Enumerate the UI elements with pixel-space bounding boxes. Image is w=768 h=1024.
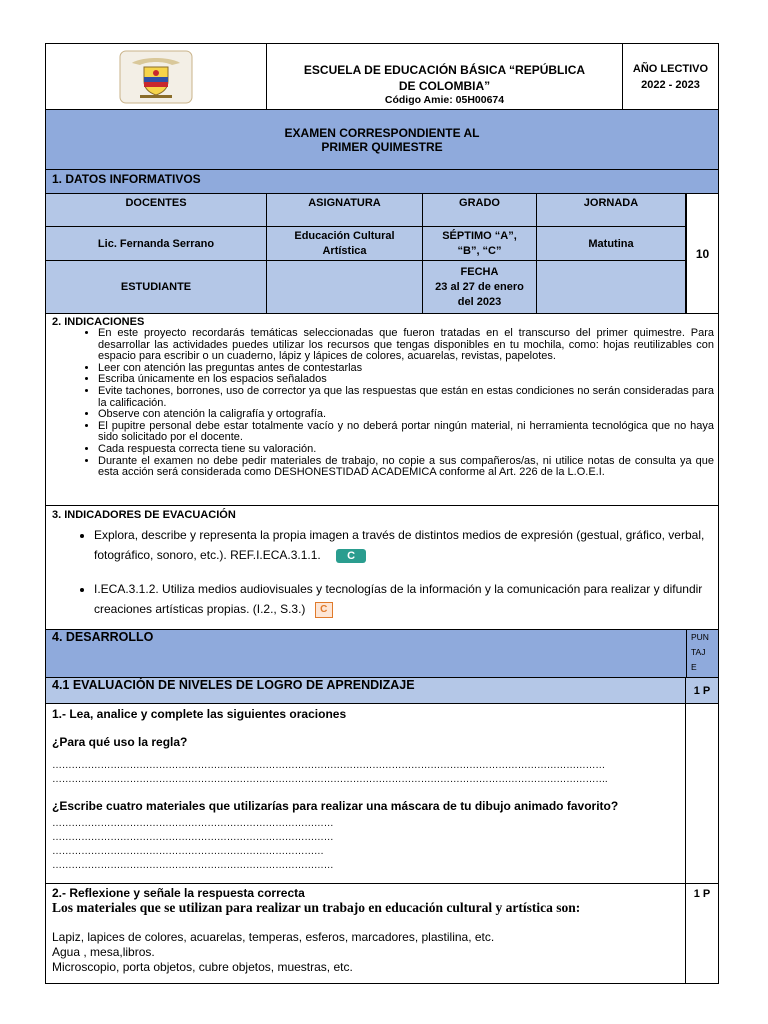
answer-line[interactable]: …………………………………………………………………………… (52, 860, 334, 871)
school-info (267, 44, 623, 109)
school-logo (46, 44, 267, 109)
section1-heading: 1. DATOS INFORMATIVOS (52, 172, 201, 186)
indicadores-list (46, 525, 718, 619)
section4-title (45, 630, 719, 678)
col-docentes: DOCENTES (46, 194, 267, 226)
subsection-41-points: 1 P (685, 678, 718, 703)
q2-option[interactable]: Agua , mesa,libros. (52, 945, 155, 959)
indicador-item-2 (94, 579, 710, 619)
grado-value: SÉPTIMO “A”, “B”, “C” (423, 227, 537, 260)
answer-line[interactable]: ………………………………………………………………………… (52, 846, 324, 857)
q1-question-a: ¿Para qué uso la regla? (52, 735, 188, 749)
exam-title (45, 110, 719, 170)
amie-code: Código Amie: 05H00674 (384, 94, 505, 106)
puntaje-cell (686, 630, 718, 677)
puntaje-line: TAJ (691, 647, 706, 657)
answer-line[interactable]: …………………………………………………………………………… (52, 832, 334, 843)
estudiante-label: ESTUDIANTE (46, 261, 267, 313)
estudiante-field[interactable] (267, 261, 423, 313)
fecha-label: FECHA (460, 265, 499, 278)
question-2 (45, 884, 719, 984)
fecha-value: 23 al 27 de enero del 2023 (435, 280, 524, 308)
answer-line[interactable]: ………………………………………………………………………………………………………………………………………………………. (52, 774, 608, 785)
indicacion-item: • El pupitre personal debe estar totalmente vacío y no deberá portar ningún material, ni herramienta tecnológica que no haya sido solicitado por el docente. (98, 421, 714, 444)
exam-page (45, 43, 719, 984)
section3-heading: 3. INDICADORES DE EVACUACIÓN (52, 509, 236, 521)
indicador-item-1 (94, 525, 710, 565)
info-table (45, 194, 719, 314)
q1-question-b: ¿Escribe cuatro materiales que utilizarías para realizar una máscara de tu dibujo animado favorito? (52, 799, 619, 813)
indicacion-item: • Observe con atención la caligrafía y ortografía. (98, 409, 714, 421)
asignatura-value: Educación Cultural Artística (267, 227, 423, 260)
q1-title: 1.- Lea, analice y complete las siguientes oraciones (52, 707, 347, 721)
col-grado: GRADO (423, 194, 537, 226)
indicacion-item: • Durante el examen no debe pedir materiales de trabajo, no copie a sus compañeros/as, ni utilice notas de consulta ya que esta acción será considerada como DESHONESTIDAD ACADEMICA conforme al Art. 226 de la L.O.E.I. (98, 456, 714, 479)
subsection-41-heading: 4.1 EVALUACIÓN DE NIVELES DE LOGRO DE APRENDIZAJE (52, 678, 415, 692)
q2-stem: Los materiales que se utilizan para realizar un trabajo en educación cultural y artística son: (52, 900, 581, 915)
indicaciones-list (46, 328, 718, 479)
indicacion-item: • Evite tachones, borrones, uso de corrector ya que las respuestas que están en estas condiciones no serán consideradas para la calificación. (98, 386, 714, 409)
score-value: 10 (695, 246, 710, 261)
indicacion-item: • Cada respuesta correcta tiene su valoración. (98, 444, 714, 456)
indicacion-item: • Leer con atención las preguntas antes de contestarlas (98, 363, 714, 375)
puntaje-line: PUN (691, 632, 709, 642)
section4-heading: 4. DESARROLLO (52, 630, 154, 644)
header-row (45, 43, 719, 110)
monitor-badge-icon: C (315, 602, 333, 618)
puntaje-line: E (691, 662, 697, 672)
year-label: AÑO LECTIVO (632, 62, 709, 75)
score-cell (686, 194, 718, 313)
exam-title-line1: EXAMEN CORRESPONDIENTE AL (284, 125, 480, 140)
section2-heading: 2. INDICACIONES (52, 316, 145, 328)
col-asignatura: ASIGNATURA (267, 194, 423, 226)
fecha-empty (537, 261, 686, 313)
q2-title: 2.- Reflexione y señale la respuesta correcta (52, 886, 305, 900)
answer-line[interactable]: …………………………………………………………………………… (52, 818, 334, 829)
school-crest-icon (116, 49, 196, 105)
indicacion-item: • En este proyecto recordarás temáticas seleccionadas que fueron tratadas en el transcurso del primer quimestre. Para desarrollar las actividades puedes utilizar los recursos que tengas disponibles en tu mochila, como: hojas reutilizables con espacio para escribir o un cuaderno, lápiz y lápices de colores, acuarelas, revistas, papelotes. (98, 328, 714, 363)
section3 (45, 506, 719, 630)
school-year (623, 44, 718, 109)
indicador-text: I.ECA.3.1.2. Utiliza medios audiovisuales y tecnologías de la información y la comunicación para realizar y difundir creaciones artísticas propias. (I.2., S.3.) (94, 582, 703, 616)
school-name: ESCUELA DE EDUCACIÓN BÁSICA “REPÚBLICA DE COLOMBIA” (303, 63, 586, 93)
subsection-41 (45, 678, 719, 704)
exam-title-line2: PRIMER QUIMESTRE (321, 139, 443, 154)
teal-badge-icon: C (336, 549, 366, 563)
section2 (45, 314, 719, 506)
docente-name: Lic. Fernanda Serrano (46, 227, 267, 260)
indicador-text: Explora, describe y representa la propia imagen a través de distintos medios de expresión (gestual, gráfico, verbal, fotográfico, sonoro, etc.). REF.I.ECA.3.1.1. (94, 528, 705, 562)
q2-points: 1 P (693, 888, 711, 900)
indicacion-item: • Escriba únicamente en los espacios señalados (98, 374, 714, 386)
q2-option[interactable]: Lapiz, lapices de colores, acuarelas, temperas, esferos, marcadores, plastilina, etc. (52, 930, 495, 944)
col-jornada: JORNADA (537, 194, 686, 226)
question-1 (45, 704, 719, 884)
q2-option[interactable]: Microscopio, porta objetos, cubre objetos, muestras, etc. (52, 960, 353, 974)
year-value: 2022 - 2023 (641, 78, 700, 91)
answer-line[interactable]: ……………………………………………………………………………………………………………………………………………………… (52, 760, 605, 771)
section1-title (45, 170, 719, 194)
jornada-value: Matutina (537, 227, 686, 260)
fecha-cell (423, 261, 537, 313)
